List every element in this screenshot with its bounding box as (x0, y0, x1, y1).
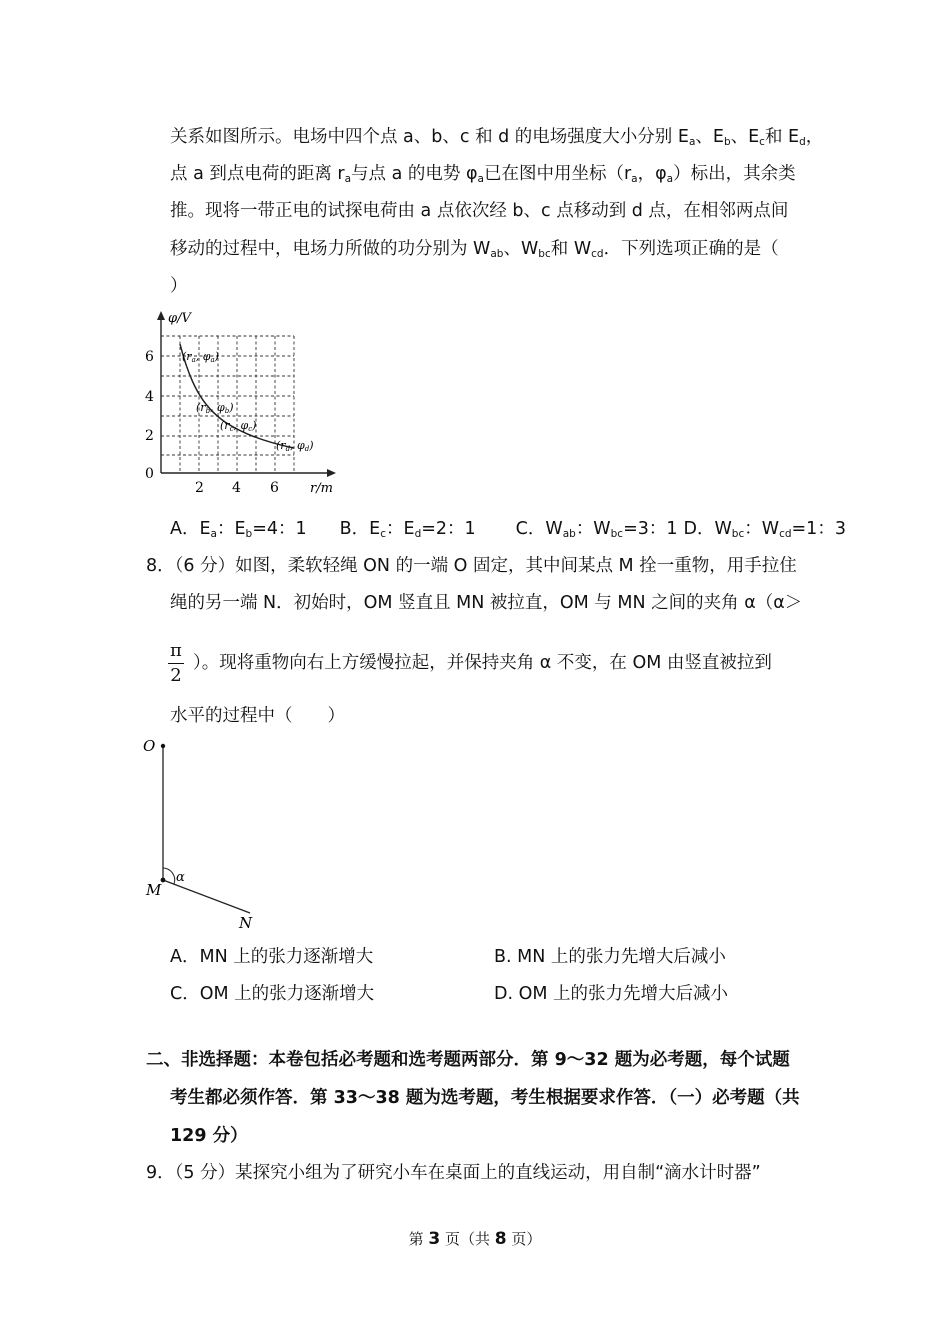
fraction-numerator: π (168, 639, 184, 664)
q7-line-5: ） (170, 276, 188, 296)
point-label-a (182, 350, 219, 364)
point-label-b (196, 401, 234, 415)
q7-option-b: B．$E_c$：$E_d=2$：1 (339, 519, 476, 540)
q8-option-d: D. OM 上的张力先增大后减小 (494, 984, 729, 1004)
x-axis-label: r/m (310, 481, 333, 496)
svg-text:(rc, φc): (rc, φc) (220, 419, 257, 433)
section2-line-2: 考生都必须作答．第 33～38 题为选考题，考生根据要求作答．（一）必考题（共 (170, 1088, 800, 1108)
y-axis-arrow (157, 311, 165, 320)
rope-figure (140, 735, 270, 930)
svg-text:(rb, φb): (rb, φb) (196, 401, 234, 415)
page-number: 3 (428, 1229, 441, 1249)
x-tick-4: 4 (232, 480, 241, 496)
q7-option-c: C．$W_{ab}$：$W_{bc}=3$：1 (515, 519, 678, 540)
label-m: M (146, 881, 162, 899)
y-tick-6: 6 (145, 349, 154, 365)
phi-r-graph (140, 308, 340, 498)
point-label-d (276, 439, 314, 453)
q8-option-b: B. MN 上的张力先增大后减小 (494, 947, 726, 967)
q7-line-3: 推。现将一带正电的试探电荷由 a 点依次经 b、c 点移动到 d 点，在相邻两点间 (170, 201, 789, 221)
y-tick-2: 2 (145, 428, 154, 444)
q8-option-c: C．OM 上的张力逐渐增大 (170, 984, 375, 1004)
y-tick-0: 0 (145, 466, 154, 482)
point-o (161, 744, 165, 748)
q8-option-a: A．MN 上的张力逐渐增大 (170, 947, 374, 967)
pi-over-2-fraction (168, 639, 184, 688)
q8-line-3: ）。现将重物向右上方缓慢拉起，并保持夹角 α 不变，在 OM 由竖直被拉到 (193, 653, 772, 673)
q7-line-1: 关系如图所示。电场中四个点 a、b、c 和 d 的电场强度大小分别 $E_a$、$E_b$、$E_c$和 $E_d$， (170, 127, 824, 148)
q7-options (170, 516, 846, 542)
label-alpha: α (176, 870, 185, 885)
section2-line-1: 二、非选择题：本卷包括必考题和选考题两部分．第 9～32 题为必考题，每个试题 (146, 1050, 790, 1070)
section2-line-3: 129 分） (170, 1126, 248, 1146)
q7-option-a: A．$E_a$：$E_b=4$：1 (170, 519, 307, 540)
q7-option-d: D．$W_{bc}$：$W_{cd}=1$：3 (683, 519, 846, 540)
q8-line-4: 水平的过程中（ ） (170, 706, 345, 726)
x-tick-2: 2 (195, 480, 204, 496)
label-n: N (239, 914, 253, 930)
fraction-denominator: 2 (170, 665, 182, 686)
x-axis-arrow (327, 469, 336, 477)
label-o: O (143, 737, 156, 755)
x-tick-6: 6 (270, 480, 279, 496)
point-label-c (220, 419, 256, 433)
page-total: 8 (494, 1229, 507, 1249)
q8-line-2: 绳的另一端 N．初始时，OM 竖直且 MN 被拉直，OM 与 MN 之间的夹角 α（α＞ (170, 593, 803, 613)
q9-line-1: 9．（5 分）某探究小组为了研究小车在桌面上的直线运动，用自制“滴水计时器” (146, 1163, 761, 1183)
q7-line-2: 点 a 到点电荷的距离 $r_a$与点 a 的电势 $\varphi_a$已在图中用坐标（$r_a$，$\varphi_a$）标出，其余类 (170, 164, 796, 185)
y-axis-label: φ/V (168, 311, 191, 326)
q7-line-4: 移动的过程中，电场力所做的功分别为 $W_{ab}$、$W_{bc}$和 $W_{cd}$．下列选项正确的是（ (170, 239, 779, 260)
grid (161, 336, 294, 473)
svg-text:(rd, φd): (rd, φd) (276, 439, 314, 453)
page-footer: 第 3 页（共 8 页） (408, 1229, 542, 1249)
y-tick-4: 4 (145, 389, 154, 405)
q8-line-1: 8．（6 分）如图，柔软轻绳 ON 的一端 O 固定，其中间某点 M 拴一重物，用手拉住 (146, 556, 797, 576)
svg-text:(ra, φa): (ra, φa) (182, 350, 219, 364)
